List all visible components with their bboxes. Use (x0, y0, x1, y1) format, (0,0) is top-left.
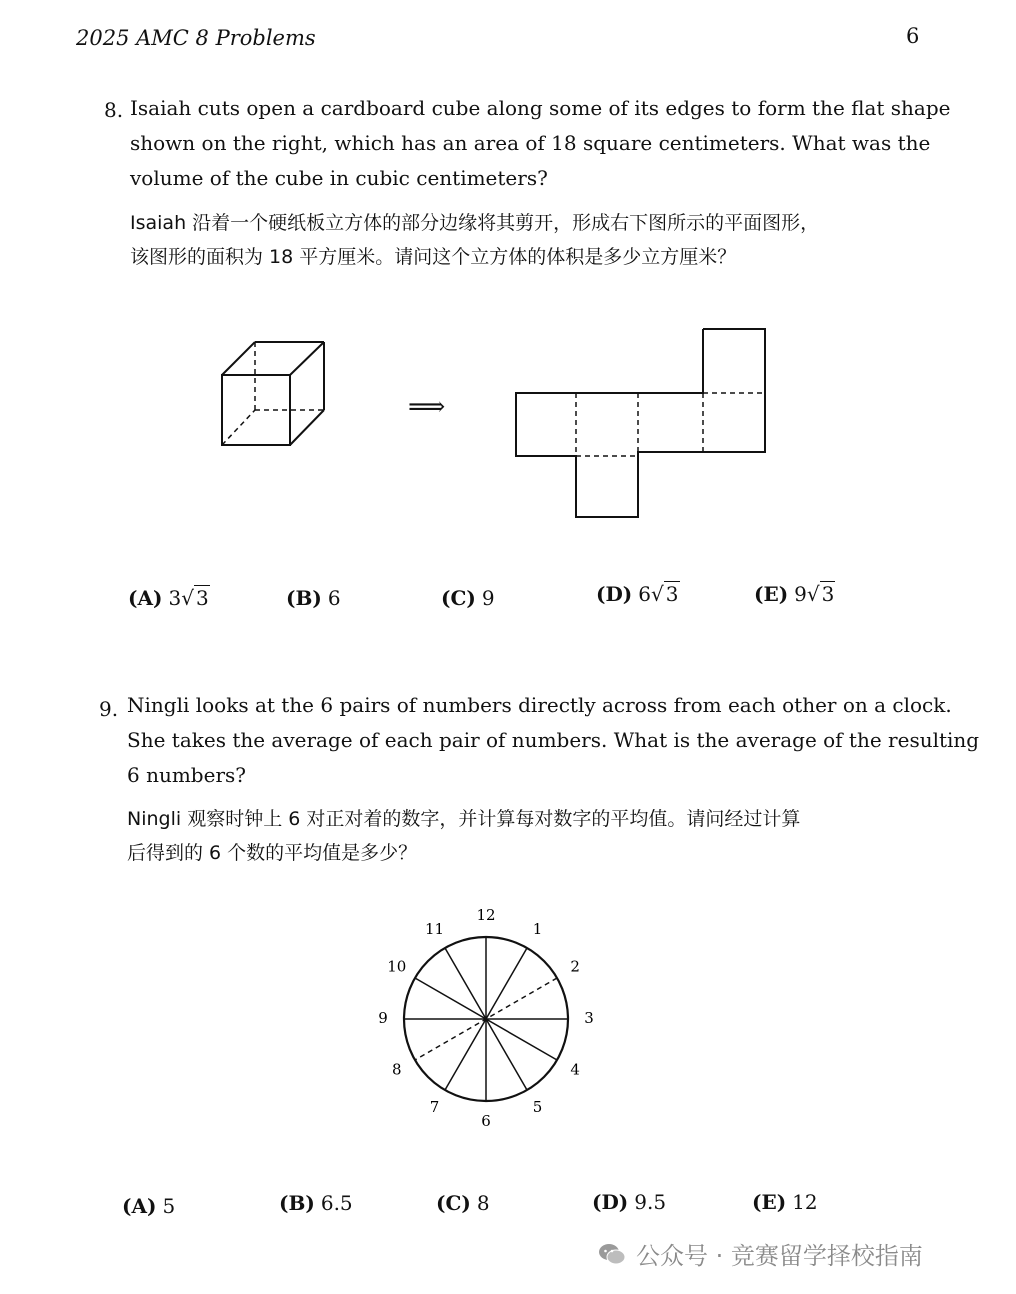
arrow-symbol: ⟹ (408, 392, 446, 422)
choice-value: 6 (327, 586, 341, 610)
choice-label: (C) (436, 1191, 471, 1215)
sqrt-coefficient: 3 (168, 586, 182, 610)
clock-number: 11 (424, 919, 445, 938)
watermark (598, 1236, 923, 1271)
problem-8-number: 8. (104, 98, 124, 122)
problem-9-choice-a[interactable] (122, 1194, 175, 1218)
clock-number: 1 (532, 919, 543, 938)
problem-9-choice-c[interactable] (436, 1191, 490, 1215)
choice-value: 9 (481, 586, 495, 610)
clock-number: 9 (378, 1009, 388, 1027)
problem-9-en-line: Ningli looks at the 6 pairs of numbers directly across from each other on a clock. (127, 693, 952, 717)
clock-number: 3 (584, 1009, 594, 1027)
problem-9-english (127, 688, 979, 793)
problem-8-choice-a[interactable] (128, 586, 210, 610)
sqrt-radicand: 3 (665, 582, 679, 606)
clock-number: 6 (481, 1112, 491, 1130)
problem-8-en-line: shown on the right, which has an area of 18 square centimeters. What was the (130, 131, 931, 155)
choice-value: 6.5 (320, 1191, 353, 1215)
choice-value: 12 (792, 1190, 818, 1214)
choice-label: (B) (279, 1191, 315, 1215)
sqrt-symbol: √ 3 (651, 582, 679, 606)
problem-8-zh-line: 该图形的面积为 18 平方厘米。请问这个立方体的体积是多少立方厘米？ (130, 246, 737, 268)
choice-label: (E) (754, 582, 789, 606)
choice-label: (B) (286, 586, 322, 610)
choice-label: (C) (441, 586, 476, 610)
problem-9-en-line: 6 numbers? (127, 763, 246, 787)
clock-number: 5 (532, 1098, 543, 1117)
problem-9-zh-line: 后得到的 6 个数的平均值是多少？ (127, 842, 418, 864)
problem-8-english (130, 91, 951, 196)
problem-8-choice-e[interactable] (754, 582, 835, 606)
sqrt-coefficient: 9 (794, 582, 807, 606)
problem-8-chinese (130, 206, 819, 274)
sqrt-symbol: √ 3 (806, 582, 835, 606)
problem-9-zh-line: Ningli 观察时钟上 6 对正对着的数字，并计算每对数字的平均值。请问经过计算 (127, 808, 801, 830)
choice-label: (D) (592, 1190, 629, 1214)
problem-8-en-line: Isaiah cuts open a cardboard cube along some of its edges to form the flat shape (130, 96, 951, 120)
watermark-text: 公众号 · 竞赛留学择校指南 (636, 1242, 923, 1270)
problem-8-en-line: volume of the cube in cubic centimeters? (130, 166, 548, 190)
clock-figure (370, 898, 604, 1138)
clock-number: 8 (392, 1060, 402, 1079)
problem-8-choice-b[interactable] (286, 586, 341, 610)
problem-9-choice-b[interactable] (279, 1191, 353, 1215)
cube-net-figure (510, 322, 774, 524)
sqrt-radicand: 3 (821, 582, 835, 606)
problem-9-en-line: She takes the average of each pair of numbers. What is the average of the resulting (127, 728, 980, 752)
sqrt-radicand: 3 (195, 586, 209, 610)
choice-label: (E) (752, 1190, 787, 1214)
page-number: 6 (906, 24, 920, 48)
sqrt-symbol: √ 3 (181, 586, 209, 610)
problem-8-choice-d[interactable] (596, 582, 680, 606)
cube-figure (215, 335, 335, 453)
choice-value: 8 (476, 1191, 490, 1215)
choice-label: (A) (122, 1194, 157, 1218)
problem-8-zh-line: Isaiah 沿着一个硬纸板立方体的部分边缘将其剪开，形成右下图所示的平面图形， (130, 212, 820, 234)
problem-8-choice-c[interactable] (441, 586, 495, 610)
wechat-icon (598, 1242, 626, 1266)
clock-number: 2 (570, 957, 580, 976)
choice-value: 5 (162, 1194, 176, 1218)
clock-number: 4 (570, 1060, 580, 1079)
choice-label: (A) (128, 586, 163, 610)
problem-9-number: 9. (99, 697, 119, 721)
page-header-title: 2025 AMC 8 Problems (76, 26, 316, 50)
problem-9-choice-d[interactable] (592, 1190, 666, 1214)
choice-label: (D) (596, 582, 633, 606)
problem-9-chinese (127, 802, 800, 870)
sqrt-coefficient: 6 (638, 582, 652, 606)
clock-number: 12 (476, 906, 496, 924)
clock-number: 7 (429, 1098, 440, 1117)
problem-9-choice-e[interactable] (752, 1190, 818, 1214)
clock-number: 10 (387, 957, 407, 976)
choice-value: 9.5 (634, 1190, 667, 1214)
